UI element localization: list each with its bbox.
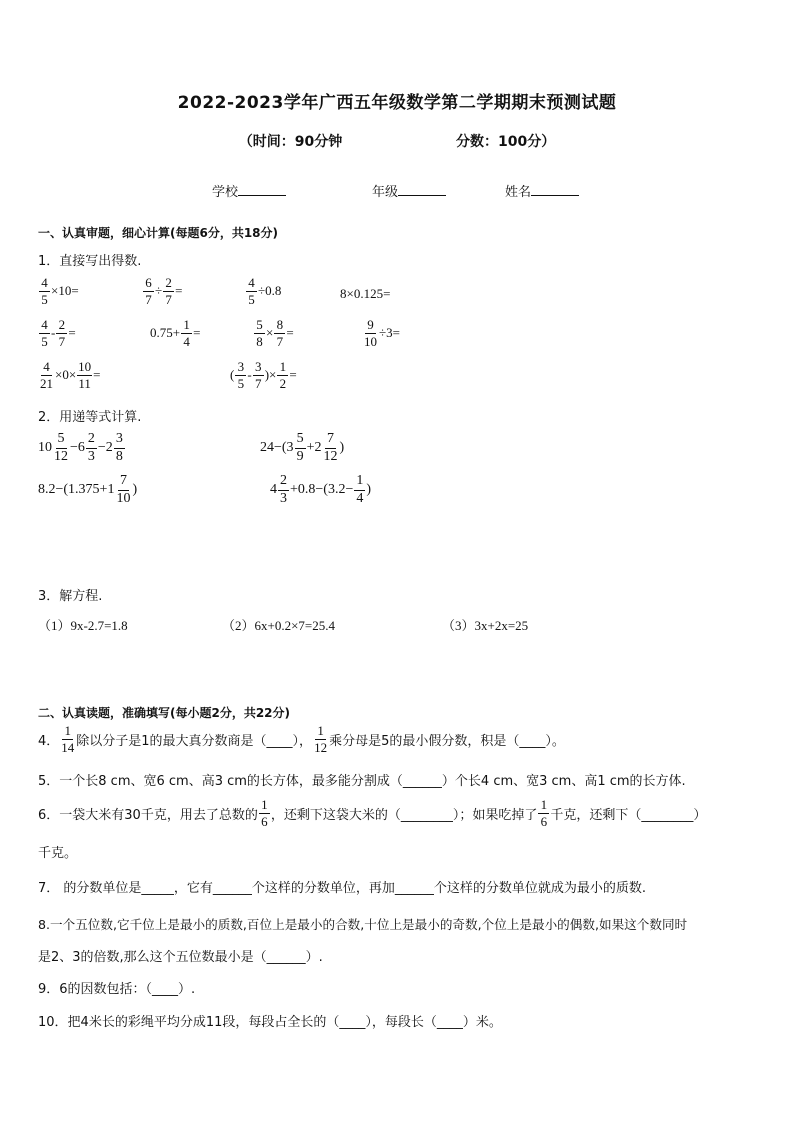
q6: 6．一袋大米有30千克，用去了总数的 $\frac{1}{6}$ ，还剩下这袋大米的（________）；如果吃掉了 $\frac{1}{6}$ 千克，还剩下（________） xyxy=(38,797,707,829)
q3-label: 3．解方程. xyxy=(38,589,103,604)
exam-score: 分数：100分） xyxy=(456,134,556,150)
q1-r2-a: $\frac{4}{5}$ - $\frac{2}{7}$ = xyxy=(38,318,76,348)
q3-eq2: （2）6x+0.2×7=25.4 xyxy=(222,618,335,633)
q6-cont: 千克。 xyxy=(38,846,78,861)
name-blank[interactable] xyxy=(531,183,579,196)
grade-blank[interactable] xyxy=(398,183,446,196)
section1-heading: 一、认真审题，细心计算(每题6分，共18分) xyxy=(38,226,279,240)
q1-r2-b: 0.75+ $\frac{1}{4}$ = xyxy=(150,317,201,349)
q1-label: 1．直接写出得数. xyxy=(38,254,142,269)
q1-r2-d: $\frac{9}{10}$ ÷3= xyxy=(364,317,400,349)
q1-r1-b: $\frac{6}{7}$ ÷ $\frac{2}{7}$ = xyxy=(142,276,182,306)
name-field[interactable] xyxy=(505,181,579,200)
school-field[interactable] xyxy=(212,181,286,200)
name-label: 姓名 xyxy=(505,185,532,200)
school-blank[interactable] xyxy=(238,183,286,196)
q1-r3-b: ( $\frac{3}{5}$ - $\frac{3}{7}$ )× $\frac{1}{2}$ = xyxy=(230,359,297,391)
q2-expr1: 10 $\frac{5}{12}$ −6 $\frac{2}{3}$ −2 $\frac{3}{8}$ xyxy=(38,431,123,464)
q1-r1-d: 8×0.125= xyxy=(340,286,391,301)
q10: 10．把4米长的彩绳平均分成11段，每段占全长的（____），每段长（____）米。 xyxy=(38,1015,502,1030)
q1-r3-a: $\frac{4}{21}$ ×0× $\frac{10}{11}$ = xyxy=(40,359,101,391)
q2-expr2: 24−(3 $\frac{5}{9}$ +2 $\frac{7}{12}$ ) xyxy=(260,431,345,464)
q7: 7． 的分数单位是_____，它有______个这样的分数单位，再加______个这样的分数单位就成为最小的质数. xyxy=(38,881,647,896)
q4: 4． $\frac{1}{14}$ 除以分子是1的最大真分数商是（____）， $\frac{1}{12}$ 乘分母是5的最小假分数，积是（____）。 xyxy=(38,723,565,755)
q1-r2-c: $\frac{5}{8}$ × $\frac{8}{7}$ = xyxy=(253,318,294,348)
q3-eq1: （1）9x-2.7=1.8 xyxy=(38,618,128,633)
school-label: 学校 xyxy=(212,185,239,200)
q1-r1-c: $\frac{4}{5}$ ÷0.8 xyxy=(245,276,281,306)
q2-label: 2．用递等式计算. xyxy=(38,410,142,425)
grade-label: 年级 xyxy=(372,185,399,200)
q9: 9．6的因数包括：（____）. xyxy=(38,982,196,997)
q3-eq3: （3）3x+2x=25 xyxy=(442,618,529,633)
q8-line1: 8.一个五位数,它千位上是最小的质数,百位上是最小的合数,十位上是最小的奇数,个位上是最小的偶数,如果这个数同时 xyxy=(38,917,688,932)
q2-expr4: 4 $\frac{2}{3}$ +0.8−(3.2− $\frac{1}{4}$ ) xyxy=(270,473,372,506)
section2-heading: 二、认真读题，准确填写(每小题2分，共22分) xyxy=(38,706,291,720)
q1-r1-a: $\frac{4}{5}$ ×10= xyxy=(38,276,79,306)
q8-line2: 是2、3的倍数,那么这个五位数最小是（______）. xyxy=(38,950,323,965)
q5: 5．一个长8 cm、宽6 cm、高3 cm的长方体，最多能分割成（______）个长4 cm、宽3 cm、高1 cm的长方体. xyxy=(38,774,686,789)
page-title: 2022-2023学年广西五年级数学第二学期期末预测试题 xyxy=(177,93,617,113)
exam-time: （时间：90分钟 xyxy=(238,134,343,150)
exam-meta xyxy=(0,131,794,151)
q2-expr3: 8.2−(1.375+1 $\frac{7}{10}$ ) xyxy=(38,473,138,506)
grade-field[interactable] xyxy=(372,181,446,200)
